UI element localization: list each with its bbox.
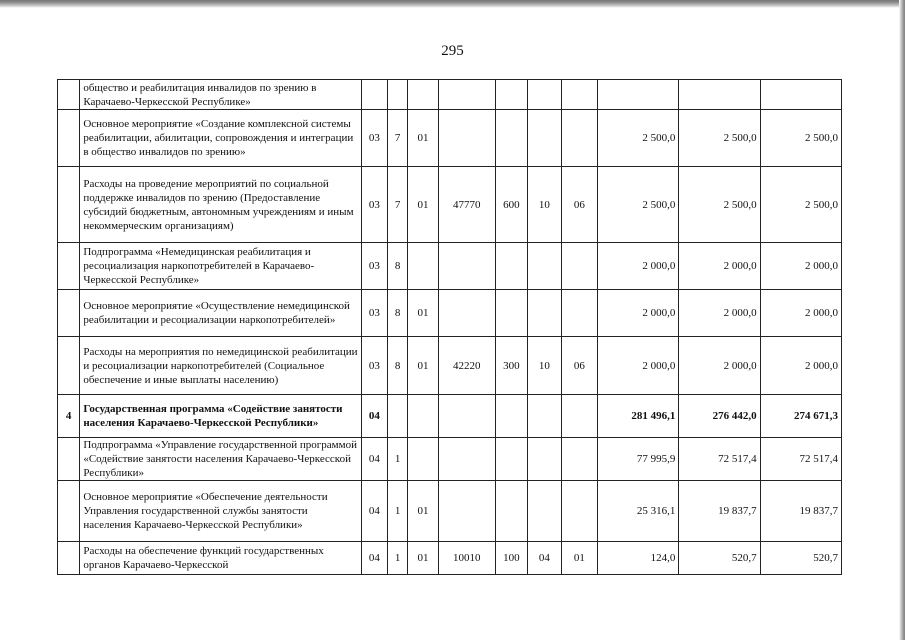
row-number	[58, 337, 80, 395]
code-section	[528, 110, 562, 167]
amount-year-2: 72 517,4	[679, 438, 760, 481]
code-program	[361, 80, 387, 110]
code-direction: 42220	[438, 337, 495, 395]
code-section: 10	[528, 337, 562, 395]
code-section	[528, 481, 562, 542]
code-section	[528, 438, 562, 481]
amount-year-2: 2 500,0	[679, 110, 760, 167]
row-number	[58, 438, 80, 481]
code-expense-type: 300	[495, 337, 527, 395]
table-row	[58, 481, 842, 542]
code-subprogram: 8	[388, 337, 408, 395]
code-activity: 01	[408, 167, 438, 243]
code-subsection: 06	[561, 337, 598, 395]
code-subsection	[561, 243, 598, 290]
code-subprogram	[388, 80, 408, 110]
code-program: 03	[361, 290, 387, 337]
amount-year-2: 2 000,0	[679, 337, 760, 395]
code-section: 10	[528, 167, 562, 243]
code-program: 04	[361, 438, 387, 481]
code-subprogram: 1	[388, 481, 408, 542]
code-subprogram: 1	[388, 438, 408, 481]
code-subprogram: 8	[388, 290, 408, 337]
page-cut	[57, 577, 843, 585]
row-name: Основное мероприятие «Осуществление немедицинской реабилитации и ресоциализации наркопотребителей»	[80, 290, 361, 337]
row-name: Расходы на обеспечение функций государственных органов Карачаево-Черкесской	[80, 542, 361, 575]
code-section	[528, 395, 562, 438]
amount-year-3: 19 837,7	[760, 481, 841, 542]
code-direction: 47770	[438, 167, 495, 243]
code-activity	[408, 395, 438, 438]
code-subprogram: 7	[388, 110, 408, 167]
scan-edge-top	[0, 0, 905, 8]
code-expense-type: 100	[495, 542, 527, 575]
code-direction: 10010	[438, 542, 495, 575]
row-name: Расходы на проведение мероприятий по социальной поддержке инвалидов по зрению (Предоставление субсидий бюджетным, автономным учреждениям и иным некоммерческим организациям)	[80, 167, 361, 243]
amount-year-3: 520,7	[760, 542, 841, 575]
amount-year-1	[598, 80, 679, 110]
table-row	[58, 438, 842, 481]
row-name: Расходы на мероприятия по немедицинской реабилитации и ресоциализации наркопотребителей (Социальное обеспечение и иные выплаты населению)	[80, 337, 361, 395]
code-subsection	[561, 290, 598, 337]
code-subsection	[561, 395, 598, 438]
code-direction	[438, 481, 495, 542]
code-expense-type	[495, 110, 527, 167]
code-activity	[408, 243, 438, 290]
code-expense-type	[495, 243, 527, 290]
row-number: 4	[58, 395, 80, 438]
amount-year-3: 72 517,4	[760, 438, 841, 481]
scan-edge-right	[899, 0, 905, 640]
code-section	[528, 80, 562, 110]
code-subprogram: 7	[388, 167, 408, 243]
amount-year-2: 520,7	[679, 542, 760, 575]
row-name: Подпрограмма «Немедицинская реабилитация и ресоциализация наркопотребителей в Карачаево-Черкесской Республике»	[80, 243, 361, 290]
code-direction	[438, 395, 495, 438]
amount-year-2	[679, 80, 760, 110]
code-expense-type	[495, 290, 527, 337]
code-activity: 01	[408, 110, 438, 167]
code-activity	[408, 438, 438, 481]
code-activity: 01	[408, 290, 438, 337]
row-number	[58, 290, 80, 337]
amount-year-1: 281 496,1	[598, 395, 679, 438]
code-subprogram: 8	[388, 243, 408, 290]
table-row	[58, 110, 842, 167]
amount-year-3: 2 500,0	[760, 167, 841, 243]
amount-year-1: 2 000,0	[598, 243, 679, 290]
amount-year-1: 2 000,0	[598, 337, 679, 395]
code-subsection	[561, 80, 598, 110]
amount-year-3: 2 000,0	[760, 337, 841, 395]
amount-year-1: 25 316,1	[598, 481, 679, 542]
code-expense-type	[495, 395, 527, 438]
code-program: 03	[361, 110, 387, 167]
table-row	[58, 542, 842, 575]
code-section: 04	[528, 542, 562, 575]
code-section	[528, 243, 562, 290]
code-program: 04	[361, 395, 387, 438]
amount-year-2: 19 837,7	[679, 481, 760, 542]
code-subsection	[561, 481, 598, 542]
code-expense-type	[495, 80, 527, 110]
code-subsection: 06	[561, 167, 598, 243]
table-row	[58, 243, 842, 290]
code-subprogram: 1	[388, 542, 408, 575]
code-direction	[438, 80, 495, 110]
budget-table	[57, 79, 842, 575]
row-number	[58, 243, 80, 290]
amount-year-1: 2 500,0	[598, 110, 679, 167]
code-subsection	[561, 110, 598, 167]
code-subprogram	[388, 395, 408, 438]
row-name: Основное мероприятие «Обеспечение деятельности Управления государственной службы занятости населения Карачаево-Черкесской Республики»	[80, 481, 361, 542]
code-program: 03	[361, 337, 387, 395]
amount-year-1: 77 995,9	[598, 438, 679, 481]
row-name: Государственная программа «Содействие занятости населения Карачаево-Черкесской Республики»	[80, 395, 361, 438]
code-program: 03	[361, 243, 387, 290]
code-program: 04	[361, 542, 387, 575]
amount-year-2: 2 500,0	[679, 167, 760, 243]
amount-year-2: 2 000,0	[679, 243, 760, 290]
code-program: 03	[361, 167, 387, 243]
code-expense-type	[495, 481, 527, 542]
amount-year-1: 2 500,0	[598, 167, 679, 243]
amount-year-2: 2 000,0	[679, 290, 760, 337]
amount-year-1: 124,0	[598, 542, 679, 575]
page-number: 295	[441, 43, 464, 59]
amount-year-3	[760, 80, 841, 110]
row-name: общество и реабилитация инвалидов по зрению в Карачаево-Черкесской Республике»	[80, 80, 361, 110]
code-direction	[438, 243, 495, 290]
code-activity: 01	[408, 542, 438, 575]
row-number	[58, 80, 80, 110]
table-body	[58, 80, 842, 575]
code-activity: 01	[408, 481, 438, 542]
row-number	[58, 167, 80, 243]
row-number	[58, 481, 80, 542]
code-activity	[408, 80, 438, 110]
amount-year-1: 2 000,0	[598, 290, 679, 337]
amount-year-2: 276 442,0	[679, 395, 760, 438]
code-section	[528, 290, 562, 337]
code-program: 04	[361, 481, 387, 542]
table-row	[58, 290, 842, 337]
row-number	[58, 110, 80, 167]
code-expense-type	[495, 438, 527, 481]
code-direction	[438, 290, 495, 337]
table-row	[58, 395, 842, 438]
code-activity: 01	[408, 337, 438, 395]
table-row	[58, 80, 842, 110]
code-direction	[438, 438, 495, 481]
row-number	[58, 542, 80, 575]
code-direction	[438, 110, 495, 167]
code-subsection	[561, 438, 598, 481]
row-name: Подпрограмма «Управление государственной программой «Содействие занятости населения Карачаево-Черкесской Республики»	[80, 438, 361, 481]
amount-year-3: 2 500,0	[760, 110, 841, 167]
amount-year-3: 2 000,0	[760, 243, 841, 290]
table-row	[58, 337, 842, 395]
table-row	[58, 167, 842, 243]
amount-year-3: 2 000,0	[760, 290, 841, 337]
row-name: Основное мероприятие «Создание комплексной системы реабилитации, абилитации, сопровождения и интеграции в общество инвалидов по зрению»	[80, 110, 361, 167]
code-expense-type: 600	[495, 167, 527, 243]
code-subsection: 01	[561, 542, 598, 575]
amount-year-3: 274 671,3	[760, 395, 841, 438]
